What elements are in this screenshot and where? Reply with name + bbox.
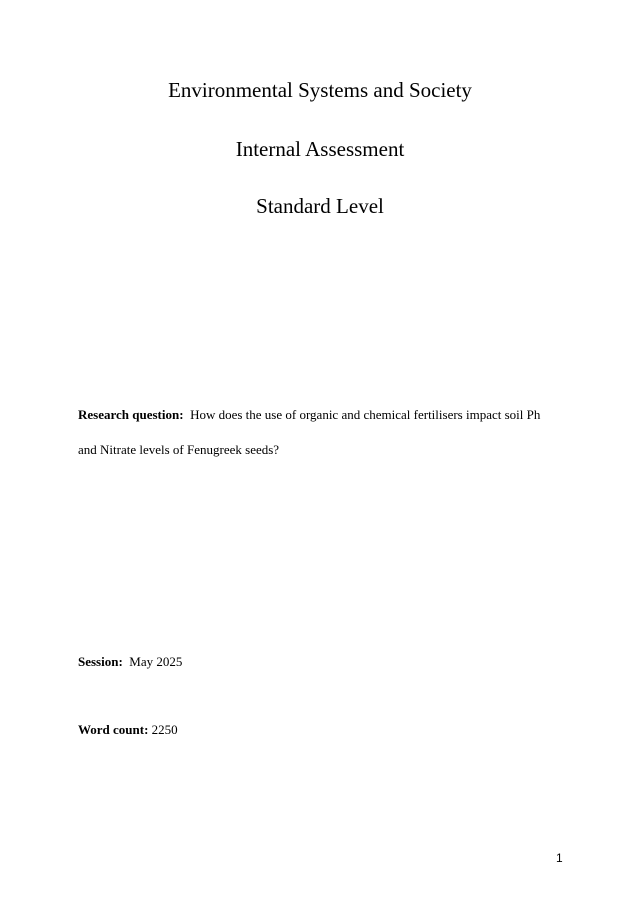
session bbox=[78, 654, 182, 670]
document-level: Standard Level bbox=[256, 194, 384, 218]
page-number: 1 bbox=[556, 851, 563, 865]
document-subtitle: Internal Assessment bbox=[235, 137, 405, 161]
document-title: Environmental Systems and Society bbox=[168, 78, 472, 102]
research-question bbox=[78, 407, 540, 423]
session-label: Session: bbox=[78, 654, 123, 669]
word-count bbox=[78, 722, 178, 738]
word-count-value: 2250 bbox=[151, 722, 178, 737]
session-value: May 2025 bbox=[129, 654, 183, 669]
research-question-continued: and Nitrate levels of Fenugreek seeds? bbox=[78, 442, 280, 457]
word-count-label: Word count: bbox=[78, 722, 149, 737]
research-question-text: How does the use of organic and chemical fertilisers impact soil Ph bbox=[190, 407, 541, 422]
research-question-label: Research question: bbox=[78, 407, 184, 422]
